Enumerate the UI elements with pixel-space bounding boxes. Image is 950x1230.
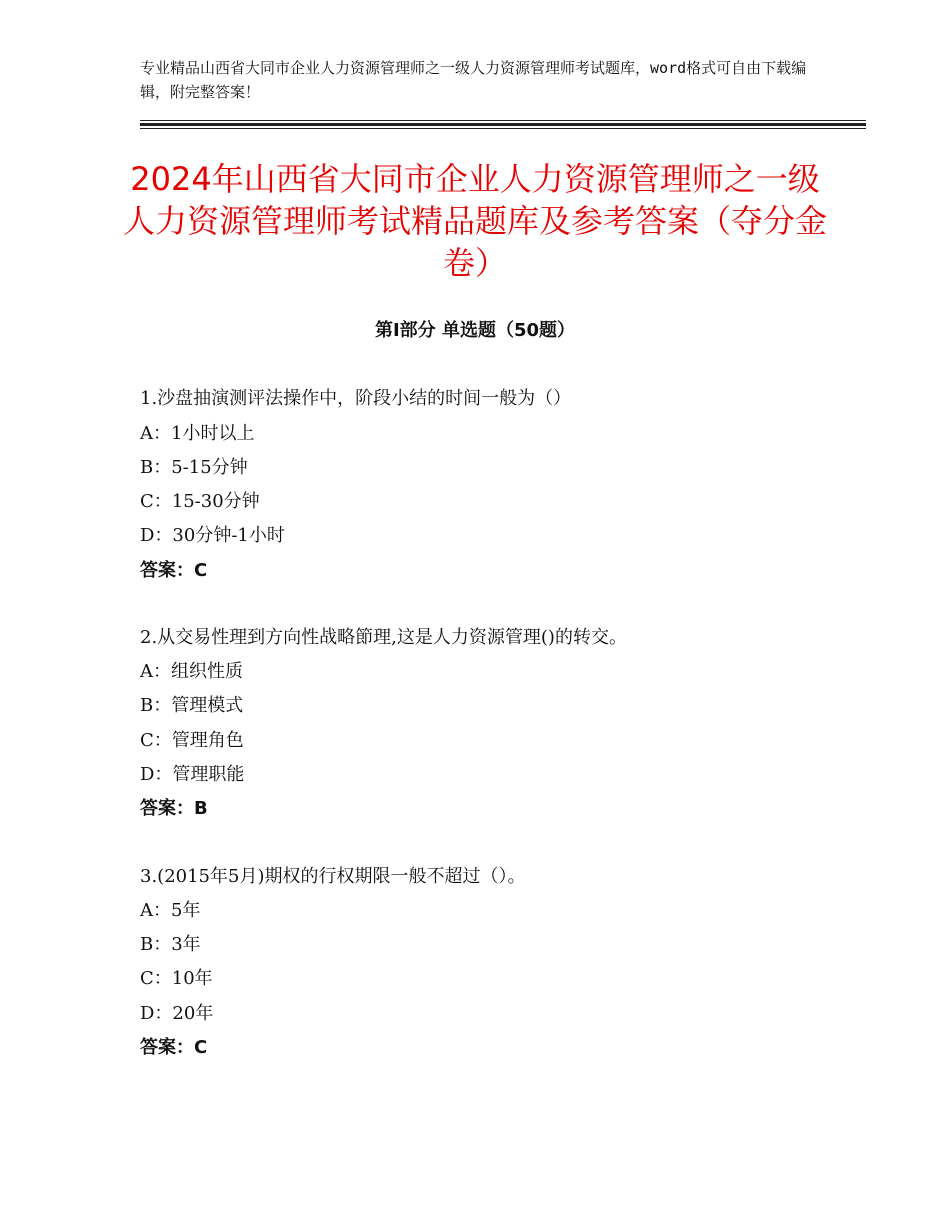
- question-1-stem: 1.沙盘抽演测评法操作中，阶段小结的时间一般为（）: [140, 388, 572, 409]
- question-2-option-c: C：管理角色: [140, 730, 244, 751]
- question-1-option-d: D：30分钟-1小时: [140, 525, 285, 546]
- question-1-option-a: A：1小时以上: [140, 423, 255, 444]
- question-2-answer: 答案：B: [140, 798, 208, 819]
- question-1-option-c: C：15-30分钟: [140, 491, 260, 512]
- document-title: 2024年山西省大同市企业人力资源管理师之一级人力资源管理师考试精品题库及参考答案（夺分金卷）: [122, 160, 827, 282]
- section-title: 第Ⅰ部分 单选题（50题）: [374, 320, 575, 341]
- header-rule-thin-top: [140, 120, 866, 121]
- question-2-option-b: B：管理模式: [140, 695, 244, 716]
- question-2-option-d: D：管理职能: [140, 764, 245, 785]
- question-1-answer: 答案：C: [140, 560, 208, 581]
- question-1-option-b: B：5-15分钟: [140, 457, 248, 478]
- header-rule-thin-bottom: [140, 128, 866, 129]
- question-3-option-a: A：5年: [140, 900, 201, 921]
- header-rule-thick: [140, 123, 866, 126]
- question-3-answer: 答案：C: [140, 1037, 208, 1058]
- question-3-option-c: C：10年: [140, 968, 213, 989]
- question-2-stem: 2.从交易性理到方向性战略節理,这是人力资源管理()的转交。: [140, 627, 627, 648]
- question-3-option-b: B：3年: [140, 934, 201, 955]
- question-3-option-d: D：20年: [140, 1003, 214, 1024]
- question-2-option-a: A：组织性质: [140, 661, 243, 682]
- question-3-stem: 3.(2015年5月)期权的行权期限一般不超过（）。: [140, 866, 526, 887]
- header-note: 专业精品山西省大同市企业人力资源管理师之一级人力资源管理师考试题库，word格式可自由下载编辑，附完整答案！: [140, 59, 807, 101]
